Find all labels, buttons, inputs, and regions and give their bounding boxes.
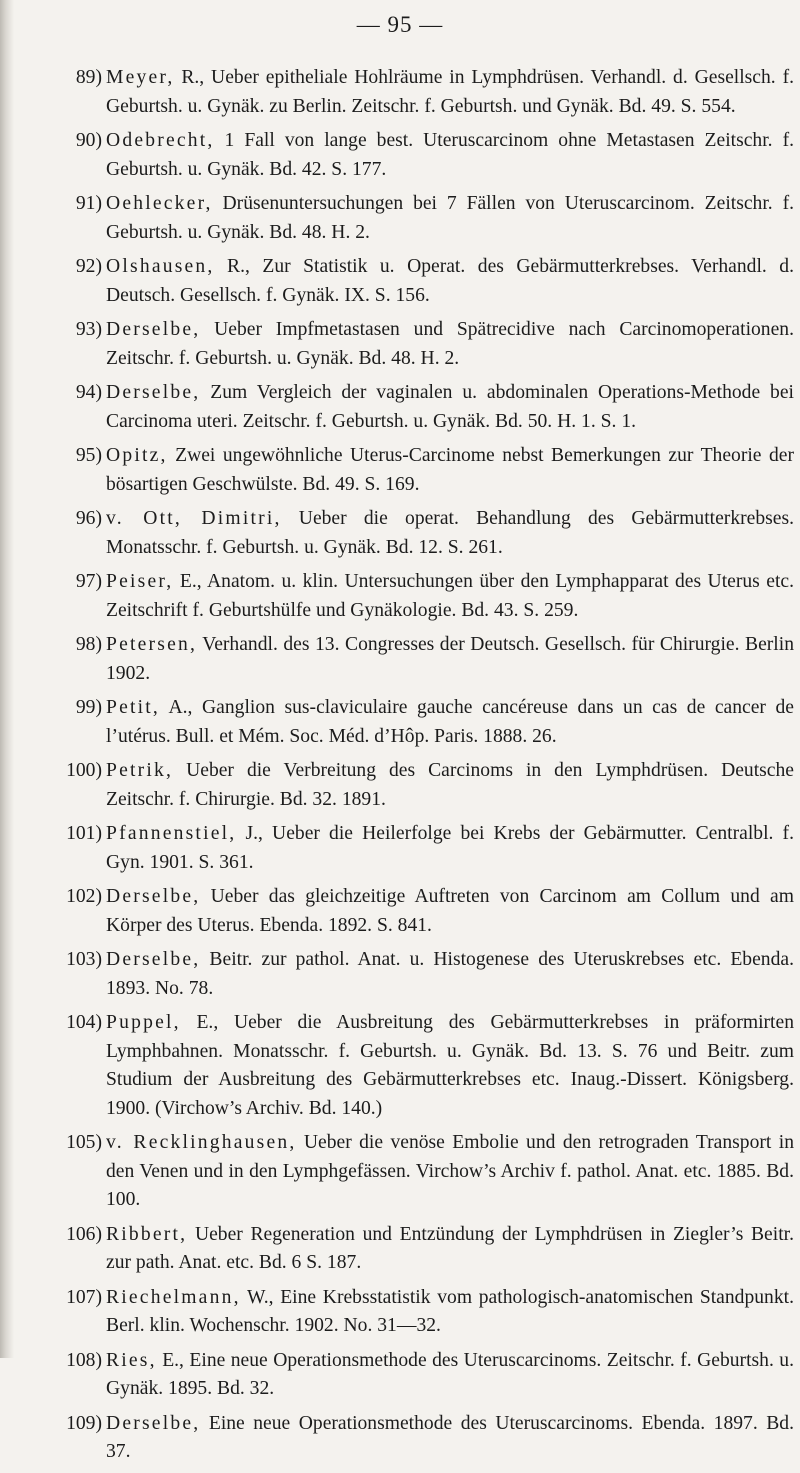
reference-number — [34, 64, 102, 93]
reference-author: v. Recklinghausen, — [106, 1132, 297, 1153]
reference-number-label: 91) — [75, 193, 102, 214]
reference-entry — [34, 127, 794, 184]
reference-author: Odebrecht, — [106, 130, 215, 151]
reference-text: Ueber Regeneration und Entzündung der Lymphdrüsen in Ziegler’s Beitr. zur path. Anat. etc. Bd. 6 S. 187. — [106, 1223, 794, 1273]
reference-number-label: 92) — [75, 256, 102, 277]
reference-text: Ueber Impfmetastasen und Spätrecidive nach Carcinomoperationen. Zeitschr. f. Geburtsh. u. Gynäk. Bd. 48. H. 2. — [106, 319, 794, 369]
reference-entry — [34, 1284, 794, 1341]
reference-number — [34, 568, 102, 597]
reference-author: Puppel, — [106, 1012, 181, 1033]
reference-entry — [34, 1221, 794, 1278]
reference-entry — [34, 190, 794, 247]
reference-text: Zum Vergleich der vaginalen u. abdominalen Operations-Methode bei Carcinoma uteri. Zeitschr. f. Geburtsh. u. Gynäk. Bd. 50. H. 1. S. 1. — [106, 382, 794, 432]
reference-number — [34, 505, 102, 534]
reference-entry — [34, 442, 794, 499]
reference-text: E., Eine neue Operationsmethode des Uteruscarcinoms. Zeitschr. f. Geburtsh. u. Gynäk. 1895. Bd. 32. — [106, 1349, 794, 1399]
reference-number-label: 100) — [66, 760, 102, 781]
reference-number — [34, 883, 102, 912]
reference-entry — [34, 946, 794, 1003]
reference-number-label: 108) — [66, 1349, 102, 1371]
reference-entry — [34, 883, 794, 940]
reference-text: E., Anatom. u. klin. Untersuchungen über den Lymphapparat des Uterus etc. Zeitschrift f. Geburtshülfe und Gynäkologie. Bd. 43. S. 259. — [106, 571, 794, 621]
reference-number — [34, 190, 102, 219]
reference-text: Ueber die operat. Behandlung des Gebärmutterkrebses. Monatsschr. f. Geburtsh. u. Gynäk. Bd. 12. S. 261. — [106, 508, 794, 558]
reference-author: Pfannenstiel, — [106, 823, 237, 844]
reference-author: Petersen, — [106, 634, 198, 655]
reference-number — [34, 253, 102, 282]
reference-author: Derselbe, — [106, 382, 201, 403]
reference-number — [34, 1221, 102, 1250]
reference-entry — [34, 379, 794, 436]
reference-number — [34, 1347, 102, 1376]
reference-entry — [34, 820, 794, 877]
reference-author: Meyer, — [106, 67, 175, 88]
reference-number-label: 97) — [75, 571, 102, 592]
reference-number — [34, 1410, 102, 1439]
reference-author: Ribbert, — [106, 1223, 188, 1245]
reference-text: Ueber die venöse Embolie und den retrograden Transport in den Venen und in den Lymphgefässen. Virchow’s Archiv f. pathol. Anat. etc. 1885. Bd. 100. — [106, 1132, 794, 1210]
reference-number-label: 96) — [75, 508, 102, 529]
reference-entry — [34, 631, 794, 688]
reference-text: Ueber die Verbreitung des Carcinoms in den Lymphdrüsen. Deutsche Zeitschr. f. Chirurgie. Bd. 32. 1891. — [106, 760, 794, 810]
reference-entry — [34, 694, 794, 751]
reference-number-label: 103) — [66, 949, 102, 970]
reference-number-label: 99) — [75, 697, 102, 718]
reference-number-label: 102) — [66, 886, 102, 907]
reference-text: 1 Fall von lange best. Uteruscarcinom ohne Metastasen Zeitschr. f. Geburtsh. u. Gynäk. Bd. 42. S. 177. — [106, 130, 794, 180]
reference-text: R., Ueber epitheliale Hohlräume in Lymphdrüsen. Verhandl. d. Gesellsch. f. Geburtsh. u. Gynäk. zu Berlin. Zeitschr. f. Geburtsh. und Gynäk. Bd. 49. S. 554. — [106, 67, 794, 117]
reference-number-label: 109) — [66, 1412, 102, 1434]
reference-author: v. Ott, Dimitri, — [106, 508, 282, 529]
reference-number — [34, 379, 102, 408]
reference-author: Oehlecker, — [106, 193, 213, 214]
reference-number-label: 107) — [66, 1286, 102, 1308]
reference-number-label: 95) — [75, 445, 102, 466]
reference-entry — [34, 757, 794, 814]
reference-entry — [34, 1410, 794, 1467]
page-number: — 95 — — [356, 12, 444, 37]
reference-number — [34, 757, 102, 786]
reference-number-label: 94) — [75, 382, 102, 403]
reference-author: Olshausen, — [106, 256, 215, 277]
reference-number-label: 98) — [75, 634, 102, 655]
reference-number-label: 105) — [66, 1132, 102, 1153]
reference-text: W., Eine Krebsstatistik vom pathologisch-anatomischen Standpunkt. Berl. klin. Wochenschr. 1902. No. 31—32. — [106, 1286, 794, 1336]
reference-number — [34, 1009, 102, 1038]
reference-number — [34, 694, 102, 723]
reference-number — [34, 1284, 102, 1313]
reference-list — [34, 64, 794, 1473]
reference-entry — [34, 505, 794, 562]
reference-number-label: 90) — [75, 130, 102, 151]
reference-entry — [34, 1009, 794, 1123]
reference-text: J., Ueber die Heilerfolge bei Krebs der Gebärmutter. Centralbl. f. Gyn. 1901. S. 361. — [106, 823, 794, 873]
reference-author: Ries, — [106, 1349, 157, 1371]
reference-number — [34, 316, 102, 345]
reference-number-label: 104) — [66, 1012, 102, 1033]
reference-author: Derselbe, — [106, 1412, 201, 1434]
reference-author: Petit, — [106, 697, 161, 718]
reference-number-label: 89) — [75, 67, 102, 88]
reference-number-label: 106) — [66, 1223, 102, 1245]
reference-number — [34, 946, 102, 975]
reference-entry — [34, 568, 794, 625]
reference-number-label: 101) — [66, 823, 102, 844]
reference-number — [34, 631, 102, 660]
reference-number-label: 93) — [75, 319, 102, 340]
reference-text: Eine neue Operationsmethode des Uteruscarcinoms. Ebenda. 1897. Bd. 37. — [106, 1412, 794, 1462]
reference-author: Opitz, — [106, 445, 168, 466]
reference-text: Verhandl. des 13. Congresses der Deutsch. Gesellsch. für Chirurgie. Berlin 1902. — [106, 634, 794, 684]
reference-number — [34, 820, 102, 849]
reference-author: Peiser, — [106, 571, 174, 592]
reference-text: E., Ueber die Ausbreitung des Gebärmutterkrebses in präformirten Lymphbahnen. Monatsschr. f. Geburtsh. u. Gynäk. Bd. 13. S. 76 und Beitr. zum Studium der Ausbreitung des Gebärmutterkrebses etc. Inaug.-Dissert. Königsberg. 1900. (Virchow’s Archiv. Bd. 140.) — [106, 1012, 794, 1119]
reference-text: Drüsenuntersuchungen bei 7 Fällen von Uteruscarcinom. Zeitschr. f. Geburtsh. u. Gynäk. Bd. 48. H. 2. — [106, 193, 794, 243]
reference-text: Ueber das gleichzeitige Auftreten von Carcinom am Collum und am Körper des Uterus. Ebenda. 1892. S. 841. — [106, 886, 794, 936]
reference-author: Derselbe, — [106, 319, 201, 340]
reference-text: A., Ganglion sus-claviculaire gauche cancéreuse dans un cas de cancer de l’utérus. Bull. et Mém. Soc. Méd. d’Hôp. Paris. 1888. 26. — [106, 697, 794, 747]
reference-text: Beitr. zur pathol. Anat. u. Histogenese des Uteruskrebses etc. Ebenda. 1893. No. 78. — [106, 949, 794, 999]
reference-entry — [34, 253, 794, 310]
reference-number — [34, 127, 102, 156]
reference-author: Derselbe, — [106, 949, 201, 970]
reference-text: Zwei ungewöhnliche Uterus-Carcinome nebst Bemerkungen zur Theorie der bösartigen Geschwülste. Bd. 49. S. 169. — [106, 445, 794, 495]
reference-text: R., Zur Statistik u. Operat. des Gebärmutterkrebses. Verhandl. d. Deutsch. Gesellsch. f. Gynäk. IX. S. 156. — [106, 256, 794, 306]
reference-entry — [34, 1129, 794, 1215]
reference-number — [34, 1129, 102, 1158]
reference-author: Petrik, — [106, 760, 174, 781]
reference-number — [34, 442, 102, 471]
reference-author: Derselbe, — [106, 886, 201, 907]
reference-author: Riechelmann, — [106, 1286, 241, 1308]
reference-entry — [34, 1347, 794, 1404]
reference-entry — [34, 64, 794, 121]
reference-entry — [34, 316, 794, 373]
